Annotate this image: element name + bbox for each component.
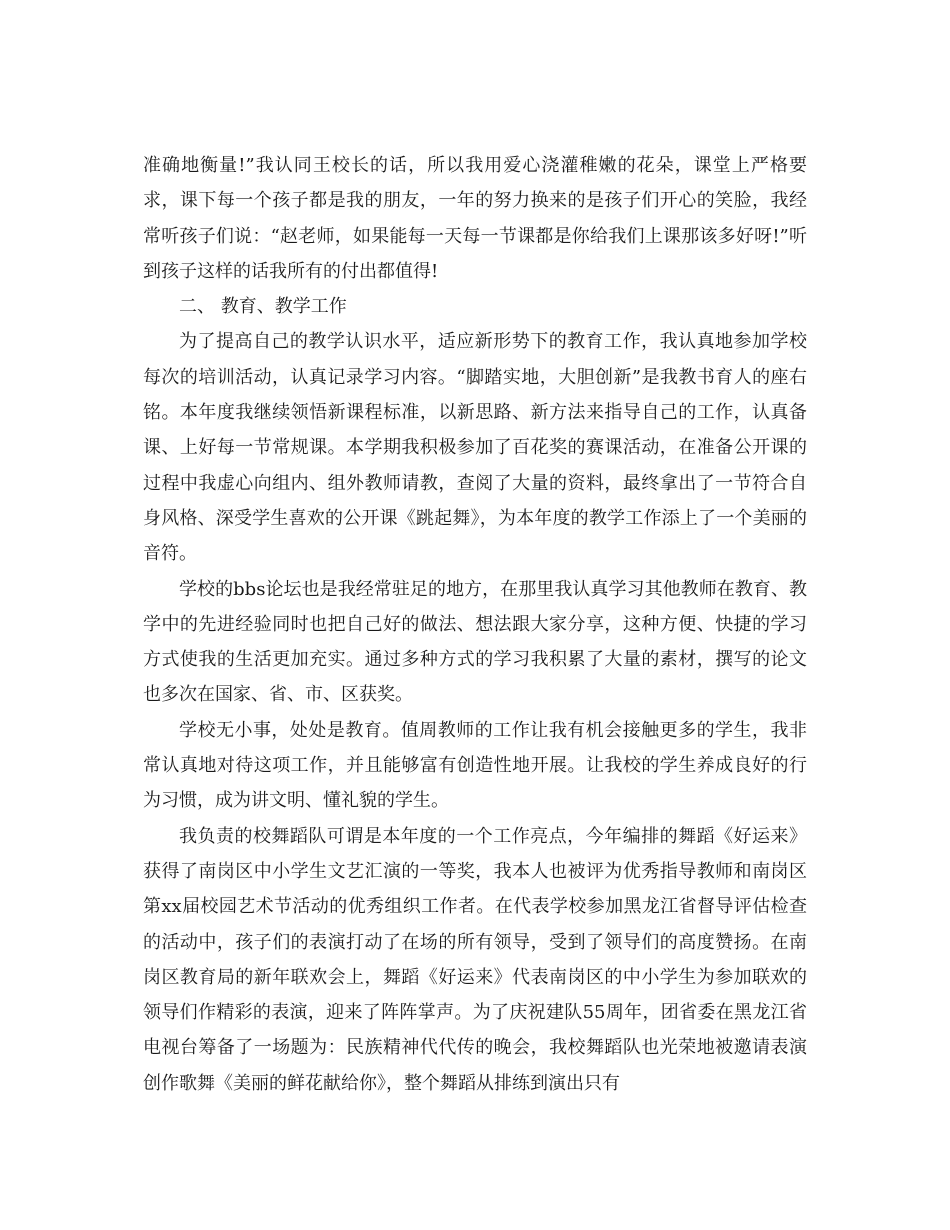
paragraph-bbs-forum: 学校的bbs论坛也是我经常驻足的地方，在那里我认真学习其他教师在教育、教学中的先进经验同时也把自己好的做法、想法跟大家分享，这种方便、快捷的学习方式使我的生活更加充实。通过多种方式的学习我积累了大量的素材，撰写的论文也多次在国家、省、市、区获奖。 [143,578,807,706]
section-heading: 二、 教育、教学工作 [179,296,347,318]
paragraph-dance-team: 我负责的校舞蹈队可谓是本年度的一个工作亮点，今年编排的舞蹈《好运来》获得了南岗区中小学生文艺汇演的一等奖，我本人也被评为优秀指导教师和南岗区第xx届校园艺术节活动的优秀组织工作者。在代表学校参加黑龙江省督导评估检查的活动中，孩子们的表演打动了在场的所有领导，受到了领导们的高度赞扬。在南岗区教育局的新年联欢会上，舞蹈《好运来》代表南岗区的中小学生为参加联欢的领导们作精彩的表演，迎来了阵阵掌声。为了庆祝建队55周年，团省委在黑龙江省电视台筹备了一场题为：民族精神代代传的晚会，我校舞蹈队也光荣地被邀请表演创作歌舞《美丽的鲜花献给你》，整个舞蹈从排练到演出只有 [143,825,807,1094]
document-body [143,148,807,1101]
paragraph-continued: 准确地衡量!”我认同王校长的话，所以我用爱心浇灌稚嫩的花朵，课堂上严格要求，课下每一个孩子都是我的朋友，一年的努力换来的是孩子们开心的笑脸，我经常听孩子们说：“赵老师，如果能每一天每一节课都是你给我们上课那该多好呀!”听到孩子这样的话我所有的付出都值得! [143,155,807,282]
paragraph-teaching-training: 为了提高自己的教学认识水平，适应新形势下的教育工作，我认真地参加学校每次的培训活动，认真记录学习内容。“脚踏实地，大胆创新”是我教书育人的座右铭。本年度我继续领悟新课程标准，以新思路、新方法来指导自己的工作，认真备课、上好每一节常规课。本学期我积极参加了百花奖的赛课活动，在准备公开课的过程中我虚心向组内、组外教师请教，查阅了大量的资料，最终拿出了一节符合自身风格、深受学生喜欢的公开课《跳起舞》，为本年度的教学工作添上了一个美丽的音符。 [143,331,807,565]
paragraph-duty-teacher: 学校无小事，处处是教育。值周教师的工作让我有机会接触更多的学生，我非常认真地对待这项工作，并且能够富有创造性地开展。让我校的学生养成良好的行为习惯，成为讲文明、懂礼貌的学生。 [143,719,807,812]
